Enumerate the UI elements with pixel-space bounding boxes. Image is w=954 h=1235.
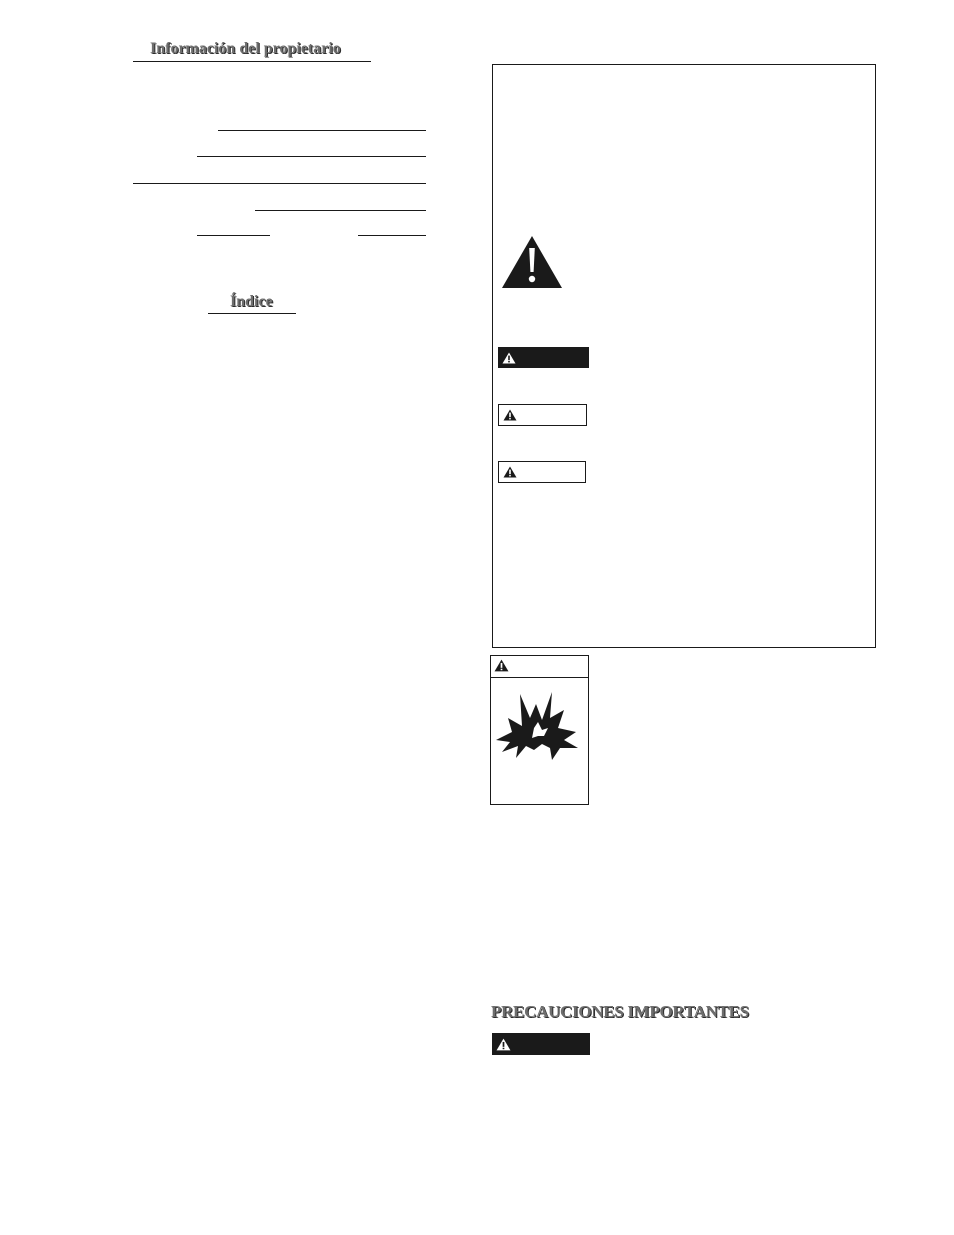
- index-title: Índice: [230, 293, 273, 310]
- exclamation-triangle-icon: [503, 466, 517, 478]
- signal-word-caution-box: [498, 461, 586, 483]
- owner-info-line-3[interactable]: [133, 183, 426, 184]
- precautions-signal-word-box: [492, 1033, 590, 1055]
- precautions-title: PRECAUCIONES IMPORTANTES: [491, 1002, 749, 1021]
- signal-word-danger-box: [498, 347, 589, 368]
- explosion-panel-header-divider: [490, 677, 589, 678]
- owner-info-line-1[interactable]: [218, 130, 426, 131]
- exclamation-triangle-icon: [502, 352, 516, 364]
- owner-info-line-5a[interactable]: [197, 235, 270, 236]
- exclamation-triangle-icon: [496, 1038, 511, 1051]
- owner-info-line-4[interactable]: [255, 210, 426, 211]
- exclamation-triangle-icon: [503, 409, 517, 421]
- owner-info-line-5b[interactable]: [358, 235, 426, 236]
- owner-info-title-underline: [133, 61, 371, 62]
- exclamation-triangle-icon: [494, 659, 509, 672]
- index-title-underline: [208, 313, 296, 314]
- owner-info-line-2[interactable]: [197, 156, 426, 157]
- signal-word-warning-box: [498, 404, 587, 426]
- safety-alert-icon-large: [500, 234, 564, 290]
- owner-info-title: Información del propietario: [150, 40, 341, 57]
- explosion-burst-icon: [494, 688, 582, 762]
